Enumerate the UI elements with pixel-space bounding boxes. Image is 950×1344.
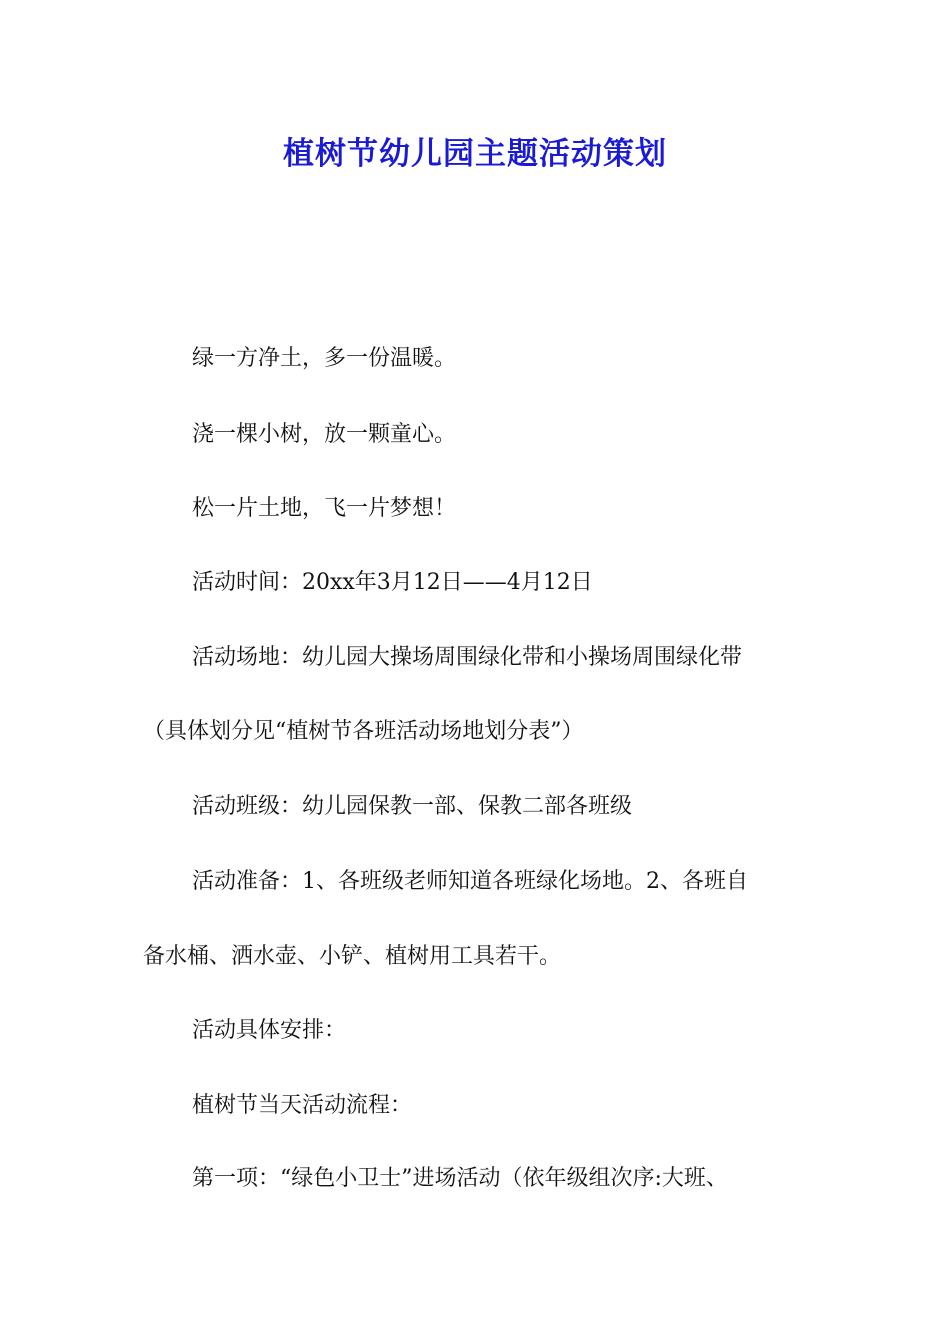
- item-one-line: 第一项：“绿色小卫士”进场活动（依年级组次序:大班、: [192, 1166, 728, 1191]
- activity-prep-line: 活动准备：1、各班级老师知道各班绿化场地。2、各班自: [192, 869, 748, 894]
- paragraph-line-3: 松一片土地，飞一片梦想！: [192, 496, 457, 521]
- activity-time-line: 活动时间：20xx年3月12日——4月12日: [192, 570, 593, 595]
- paragraph-line-1: 绿一方净土，多一份温暖。: [192, 346, 457, 371]
- activity-prep-continued-line: 备水桶、洒水壶、小铲、植树用工具若干。: [143, 944, 562, 969]
- activity-venue-line: 活动场地：幼儿园大操场周围绿化带和小操场周围绿化带: [192, 645, 743, 670]
- activity-classes-line: 活动班级：幼儿园保教一部、保教二部各班级: [192, 794, 633, 819]
- document-title: 植树节幼儿园主题活动策划: [283, 136, 667, 172]
- activity-schedule-heading: 活动具体安排：: [192, 1018, 347, 1043]
- activity-venue-note-line: （具体划分见“植树节各班活动场地划分表”）: [143, 719, 584, 744]
- paragraph-line-2: 浇一棵小树，放一颗童心。: [192, 422, 457, 447]
- arbor-day-flow-heading: 植树节当天活动流程：: [192, 1093, 413, 1118]
